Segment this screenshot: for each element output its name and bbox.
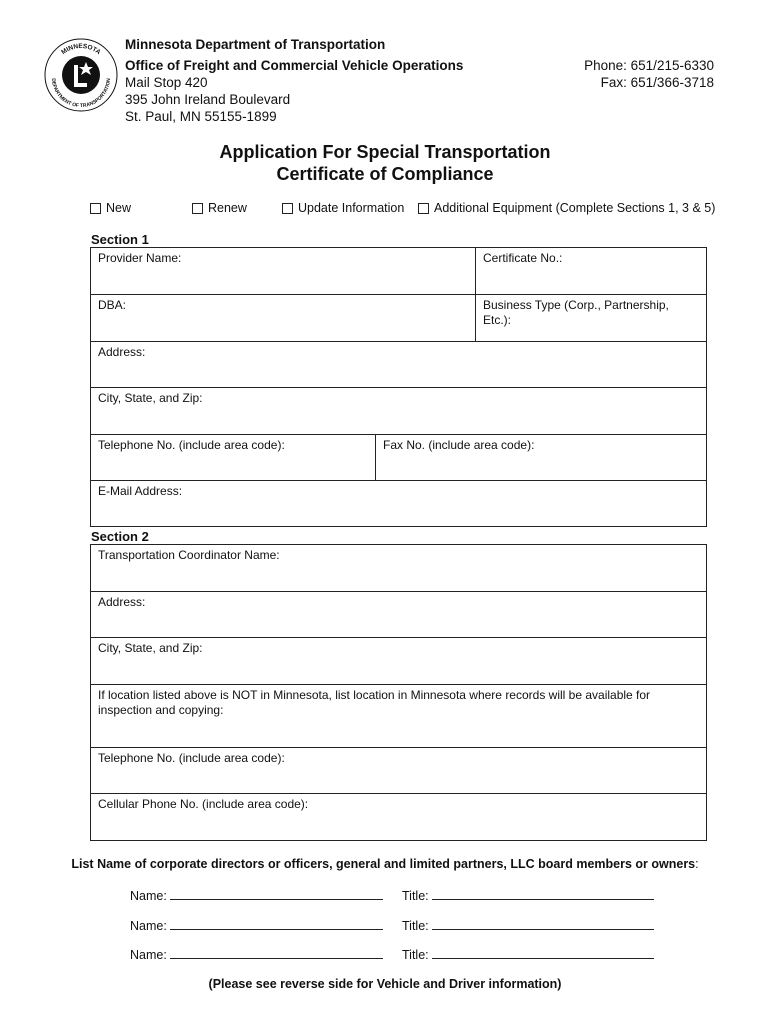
svg-text:MINNESOTA <box>60 43 102 56</box>
section2-box <box>90 544 707 841</box>
seal-top-text: MINNESOTA <box>60 42 102 57</box>
option-additional-equipment[interactable] <box>418 201 715 215</box>
dba-field[interactable] <box>91 295 475 341</box>
section1-row-dba <box>91 295 706 342</box>
certificate-no-field[interactable] <box>475 248 706 294</box>
section1-row-email <box>91 481 706 527</box>
title-label: Title: <box>402 889 429 903</box>
section2-city-field[interactable] <box>91 638 706 684</box>
title-line[interactable] <box>432 888 654 900</box>
officer-row-3-name[interactable] <box>130 947 383 962</box>
section2-telephone-field[interactable] <box>91 748 706 793</box>
telephone-label: Telephone No. (include area code): <box>98 438 285 452</box>
officers-heading <box>0 857 770 871</box>
form-subtitle: Certificate of Compliance <box>276 164 494 184</box>
agency-name: Minnesota Department of Transportation <box>125 37 386 52</box>
officer-row-1-title[interactable] <box>402 888 654 903</box>
title-line[interactable] <box>432 918 654 930</box>
section2-row-phone <box>91 748 706 794</box>
fax-field[interactable] <box>375 435 706 480</box>
section2-row-cell <box>91 794 706 841</box>
officer-row-2-name[interactable] <box>130 918 383 933</box>
coordinator-name-field[interactable] <box>91 545 706 591</box>
name-label: Name: <box>130 948 167 962</box>
section2-label: Section 2 <box>91 529 149 544</box>
city-state-zip-label: City, State, and Zip: <box>98 391 203 405</box>
section1-row-city <box>91 388 706 435</box>
fax-label: Fax No. (include area code): <box>383 438 535 452</box>
section2-telephone-label: Telephone No. (include area code): <box>98 751 285 765</box>
checkbox-renew[interactable] <box>192 203 203 214</box>
seal-bottom-text: DEPARTMENT OF TRANSPORTATION <box>49 78 113 110</box>
title-line[interactable] <box>432 947 654 959</box>
business-type-label: Business Type (Corp., Partnership, Etc.): <box>483 298 669 327</box>
name-line[interactable] <box>170 888 383 900</box>
footer-note: (Please see reverse side for Vehicle and Driver information) <box>208 977 562 991</box>
section1-row-phone <box>91 435 706 481</box>
cellular-field[interactable] <box>91 794 706 841</box>
city-address: St. Paul, MN 55155-1899 <box>125 109 277 124</box>
section2-address-field[interactable] <box>91 592 706 637</box>
mail-stop: Mail Stop 420 <box>125 75 208 90</box>
section1-row-provider <box>91 248 706 295</box>
street-address: 395 John Ireland Boulevard <box>125 92 291 107</box>
option-new-label: New <box>106 201 132 215</box>
name-line[interactable] <box>170 947 383 959</box>
section2-address-label: Address: <box>98 595 146 609</box>
section2-city-label: City, State, and Zip: <box>98 641 203 655</box>
certificate-no-label: Certificate No.: <box>483 251 563 265</box>
fax-number: Fax: 651/366-3718 <box>600 75 714 90</box>
checkbox-new[interactable] <box>90 203 101 214</box>
city-state-zip-field[interactable] <box>91 388 706 434</box>
option-new[interactable] <box>90 201 131 215</box>
section2-row-city <box>91 638 706 685</box>
name-line[interactable] <box>170 918 383 930</box>
section1-box <box>90 247 707 527</box>
name-label: Name: <box>130 889 167 903</box>
officers-heading-colon: : <box>695 857 699 871</box>
dba-label: DBA: <box>98 298 127 312</box>
officer-row-3-title[interactable] <box>402 947 654 962</box>
address-label: Address: <box>98 345 146 359</box>
officers-heading-text: List Name of corporate directors or officers, general and limited partners, LLC board members or owners <box>71 857 696 871</box>
coordinator-name-label: Transportation Coordinator Name: <box>98 548 280 562</box>
officer-row-1-name[interactable] <box>130 888 383 903</box>
address-field[interactable] <box>91 342 706 387</box>
mn-location-label: If location listed above is NOT in Minnesota, list location in Minnesota where records will be available for inspection and copying: <box>98 688 651 717</box>
cellular-label: Cellular Phone No. (include area code): <box>98 797 309 811</box>
office-name: Office of Freight and Commercial Vehicle Operations <box>125 58 464 73</box>
section1-label: Section 1 <box>91 232 149 247</box>
provider-name-label: Provider Name: <box>98 251 182 265</box>
telephone-field[interactable] <box>91 435 375 480</box>
title-label: Title: <box>402 919 429 933</box>
email-field[interactable] <box>91 481 706 527</box>
checkbox-update[interactable] <box>282 203 293 214</box>
section2-row-coordinator <box>91 545 706 592</box>
phone-number: Phone: 651/215-6330 <box>584 58 714 73</box>
section2-row-location <box>91 685 706 748</box>
form-title: Application For Special Transportation <box>219 142 551 162</box>
checkbox-additional-equipment[interactable] <box>418 203 429 214</box>
option-additional-label: Additional Equipment (Complete Sections 1, 3 & 5) <box>434 201 716 215</box>
mndot-seal-logo <box>44 38 118 112</box>
option-update[interactable] <box>282 201 404 215</box>
provider-name-field[interactable] <box>91 248 475 294</box>
name-label: Name: <box>130 919 167 933</box>
business-type-field[interactable] <box>475 295 706 341</box>
officer-row-2-title[interactable] <box>402 918 654 933</box>
option-renew[interactable] <box>192 201 247 215</box>
mn-location-field[interactable] <box>91 685 706 747</box>
email-label: E-Mail Address: <box>98 484 183 498</box>
section2-row-address <box>91 592 706 638</box>
option-renew-label: Renew <box>208 201 247 215</box>
title-label: Title: <box>402 948 429 962</box>
option-update-label: Update Information <box>298 201 405 215</box>
section1-row-address <box>91 342 706 388</box>
